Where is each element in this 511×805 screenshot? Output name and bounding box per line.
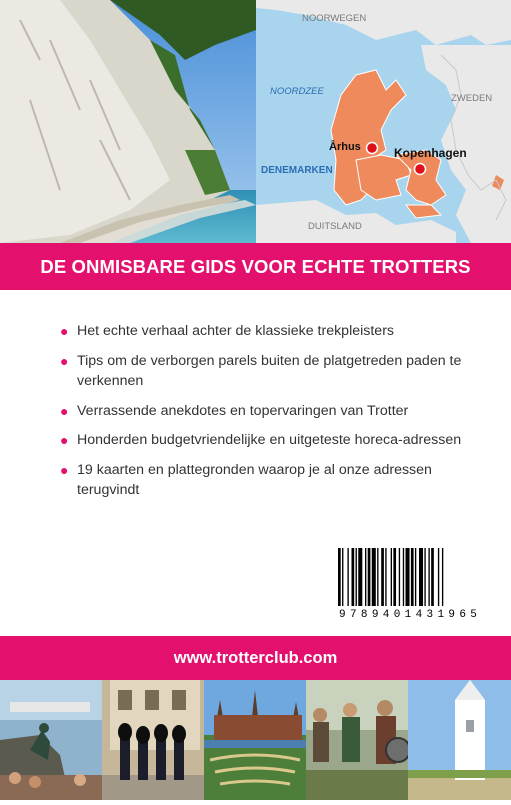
barcode-bar xyxy=(358,548,362,606)
barcode-bar xyxy=(338,548,341,606)
photo-frederiksborg-castle xyxy=(204,680,306,800)
barcode-digit: 7 xyxy=(349,609,357,621)
barcode-digit: 9 xyxy=(339,609,346,621)
barcode-bar xyxy=(406,548,410,606)
barcode-bar xyxy=(372,548,376,606)
barcode xyxy=(332,542,484,646)
barcode-bar xyxy=(428,548,429,606)
bullet-icon: ● xyxy=(60,461,69,478)
barcode-bar xyxy=(381,548,384,606)
feature-item xyxy=(60,321,480,342)
bullet-icon: ● xyxy=(60,402,69,419)
barcode-bar xyxy=(352,548,355,606)
barcode-bar xyxy=(393,548,396,606)
barcode-bar xyxy=(442,548,443,606)
barcode-bar xyxy=(342,548,343,606)
bullet-icon: ● xyxy=(60,432,69,448)
barcode-digit: 3 xyxy=(426,609,434,621)
map-label-zweden: ZWEDEN xyxy=(451,93,493,104)
feature-item xyxy=(60,351,480,392)
feature-item xyxy=(60,401,480,422)
denmark-map xyxy=(256,0,511,243)
barcode-bars xyxy=(332,542,484,646)
map-label-noordzee: NOORDZEE xyxy=(270,86,324,97)
map-label-denemarken: DENEMARKEN xyxy=(261,165,333,176)
feature-item xyxy=(60,430,480,451)
barcode-bar xyxy=(419,548,423,606)
map-label-noorwegen: NOORWEGEN xyxy=(302,13,367,24)
map-label-duitsland: DUITSLAND xyxy=(308,221,362,232)
barcode-bar xyxy=(415,548,416,606)
feature-text: 19 kaarten en plattegronden waarop je al onze adressen terugvindt xyxy=(77,461,432,498)
photo-vikings xyxy=(306,680,410,800)
barcode-bar xyxy=(403,548,404,606)
barcode-bar xyxy=(438,548,439,606)
photo-little-mermaid xyxy=(0,680,102,800)
photo-royal-guards xyxy=(102,680,204,800)
barcode-bar xyxy=(368,548,371,606)
barcode-bar xyxy=(377,548,378,606)
barcode-digit: 1 xyxy=(437,609,445,621)
barcode-bar xyxy=(411,548,414,606)
cover-top xyxy=(0,0,511,243)
barcode-digit: 4 xyxy=(415,609,423,621)
feature-text: Honderden budgetvriendelijke en uitgeteste horeca-adressen xyxy=(77,432,462,448)
barcode-bar xyxy=(399,548,400,606)
barcode-digit: 5 xyxy=(470,609,477,621)
bullet-icon: ● xyxy=(60,323,69,339)
barcode-digit: 1 xyxy=(404,609,412,621)
barcode-bar xyxy=(431,548,434,606)
cliff-photo xyxy=(0,0,256,243)
bullet-icon: ● xyxy=(60,352,69,369)
barcode-digit: 9 xyxy=(448,609,455,621)
barcode-digit: 6 xyxy=(459,609,466,621)
barcode-digit: 8 xyxy=(360,609,368,621)
tagline-text: DE ONMISBARE GIDS VOOR ECHTE TROTTERS xyxy=(40,255,471,277)
barcode-digits xyxy=(339,609,477,621)
barcode-bar xyxy=(385,548,386,606)
photo-strip xyxy=(0,680,511,800)
feature-item xyxy=(60,460,480,501)
barcode-bar xyxy=(424,548,425,606)
barcode-bar xyxy=(391,548,392,606)
barcode-bar xyxy=(356,548,357,606)
feature-text: Tips om de verborgen parels buiten de platgetreden paden te verkennen xyxy=(77,352,462,389)
barcode-digit: 9 xyxy=(371,609,379,621)
barcode-bar xyxy=(365,548,366,606)
feature-text: Het echte verhaal achter de klassieke trekpleisters xyxy=(77,323,395,339)
tagline-banner xyxy=(0,243,511,290)
map-label-kopenhagen: Kopenhagen xyxy=(394,146,467,160)
feature-text: Verrassende anekdotes en topervaringen van Trotter xyxy=(77,402,409,419)
map-label-arhus: Århus xyxy=(329,141,361,153)
website-band xyxy=(0,636,511,680)
feature-list xyxy=(60,321,480,510)
website-url[interactable]: www.trotterclub.com xyxy=(173,648,338,667)
barcode-bar xyxy=(347,548,348,606)
photo-sand-church xyxy=(408,680,511,800)
barcode-digit: 4 xyxy=(382,609,390,621)
barcode-digit: 0 xyxy=(393,609,401,621)
